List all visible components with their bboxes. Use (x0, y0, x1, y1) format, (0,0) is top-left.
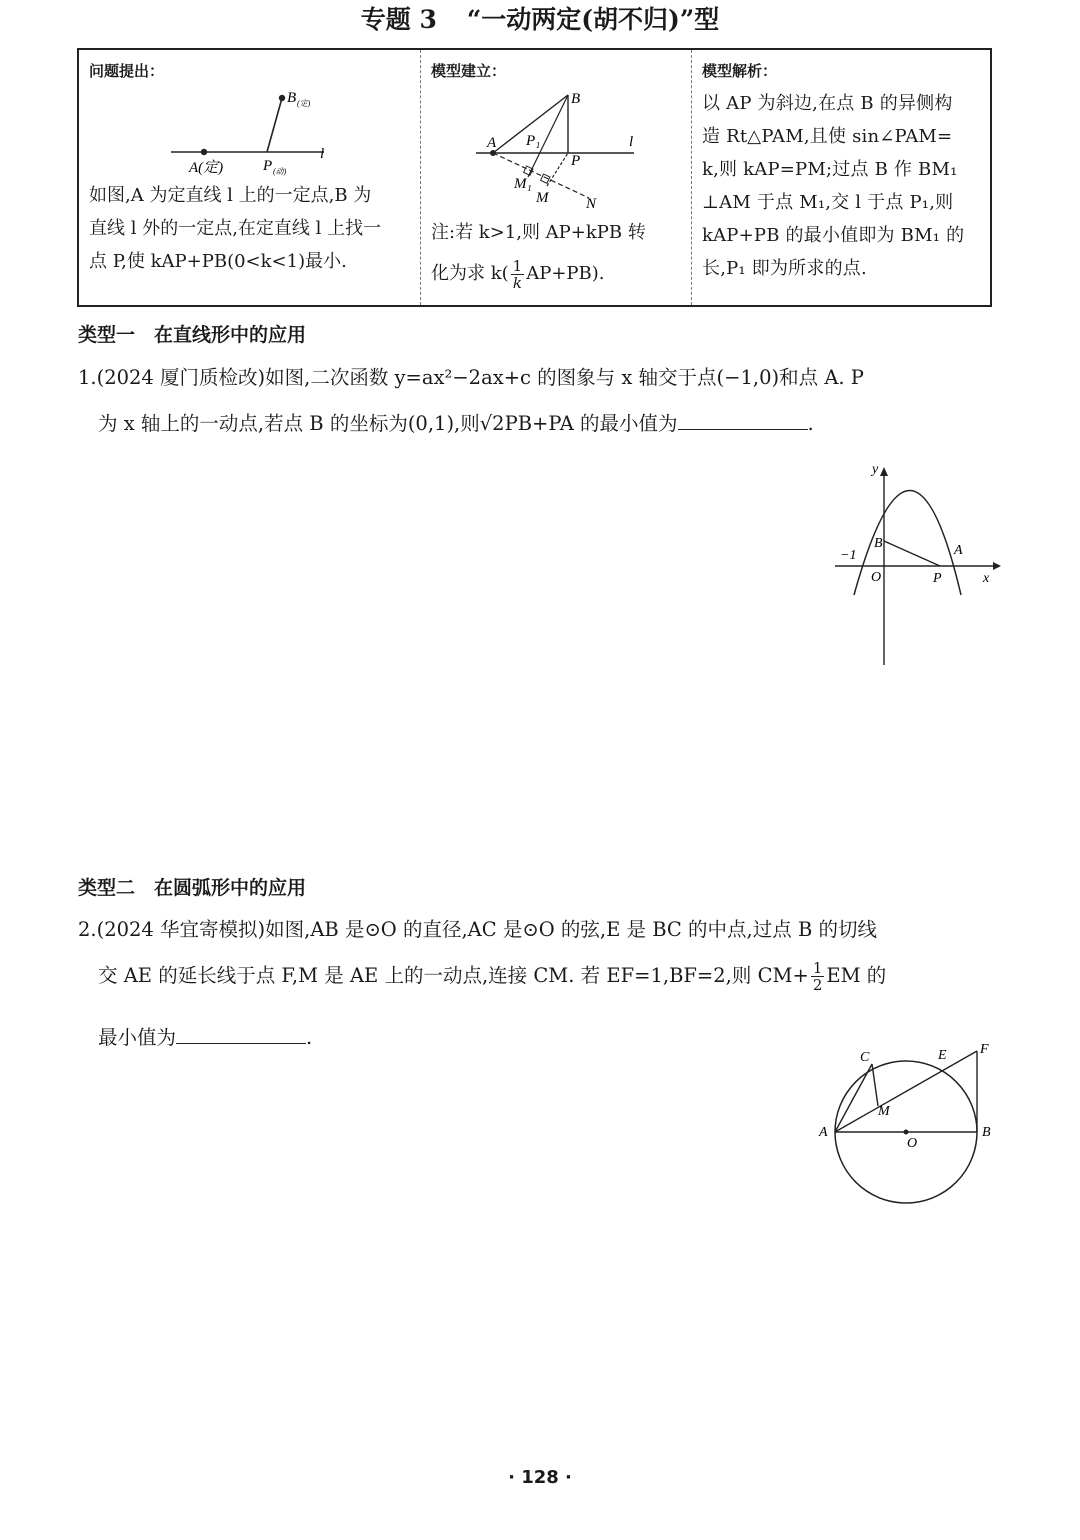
fig3-label-P: P (933, 571, 942, 586)
analysis-line-2: 造 Rt△PAM,且使 sin∠PAM= (702, 126, 953, 147)
fig2-label-B: B (571, 91, 581, 107)
fig4-label-E: E (938, 1048, 947, 1063)
model-figure (421, 50, 691, 220)
fig4-label-C: C (860, 1050, 870, 1065)
p2-line2-post: EM 的 (826, 964, 887, 987)
model-note-line-2 (431, 257, 693, 291)
fig4-label-O: O (907, 1136, 918, 1151)
problem-line-3: 点 P,使 kAP+PB(0<k<1)最小. (89, 251, 347, 272)
problem-2-line-1: 2.(2024 华宜寄模拟)如图,AB 是⊙O 的直径,AC 是⊙O 的弦,E 是 BC 的中点,过点 B 的切线 (78, 918, 877, 941)
fig3-label-neg1: −1 (840, 548, 857, 563)
p2-end: . (306, 1026, 313, 1049)
fig2-label-A: A (487, 135, 497, 151)
fig3-label-y: y (872, 462, 879, 477)
fig3-label-x: x (983, 571, 990, 586)
section-1-heading: 类型一 在直线形中的应用 (78, 324, 307, 346)
note-frac-den: k (512, 273, 522, 292)
p2-frac-den: 2 (812, 976, 823, 994)
fig2-label-N: N (586, 196, 597, 212)
analysis-line-6: 长,P₁ 即为所求的点. (702, 258, 867, 279)
problem-text (89, 179, 419, 278)
note2-pre: 化为求 k( (431, 263, 509, 284)
answer-blank-1[interactable] (678, 411, 808, 430)
page-number: · 128 · (508, 1467, 572, 1488)
parabola-figure (820, 455, 1010, 675)
p2-fraction (811, 960, 825, 993)
fig2-label-l: l (629, 134, 634, 150)
fig4-label-B: B (982, 1125, 991, 1140)
problem-line-2: 直线 l 外的一定点,在定直线 l 上找一 (89, 218, 382, 239)
problem-statement-column (79, 50, 419, 305)
analysis-text (702, 87, 992, 285)
fig3-label-O: O (871, 570, 882, 585)
p2-line2-pre: 交 AE 的延长线于点 F,M 是 AE 上的一动点,连接 CM. 若 EF=1,BF=2,则 CM+ (98, 964, 809, 987)
problem-figure (79, 50, 419, 185)
p1-line2-pre: 为 x 轴上的一动点,若点 B 的坐标为(0,1),则 (98, 412, 480, 435)
problem-heading: 问题提出： (89, 62, 165, 80)
fig1-label-P: P (263, 158, 273, 174)
model-build-heading: 模型建立： (431, 62, 507, 80)
analysis-line-4: ⊥AM 于点 M₁,交 l 于点 P₁,则 (702, 192, 954, 213)
page-title (0, 0, 1080, 36)
model-box (77, 48, 992, 307)
model-analysis-heading: 模型解析： (702, 62, 778, 80)
title-part1: 专题 3 (360, 5, 437, 34)
fig4-label-F: F (980, 1042, 989, 1057)
circle-figure (810, 1035, 1010, 1215)
p1-sqrt: √2 (479, 412, 505, 435)
problem-1-line-2 (98, 408, 998, 436)
model-note (431, 216, 693, 291)
problem-1-line-1: 1.(2024 厦门质检改)如图,二次函数 y=ax²−2ax+c 的图象与 x 轴交于点(−1,0)和点 A. P (78, 366, 864, 389)
problem-2-line-3 (98, 1022, 312, 1050)
p1-line2-post: PB+PA 的最小值为 (504, 412, 678, 435)
fig1-label-B: B (287, 90, 297, 106)
analysis-line-3: k,则 kAP=PM;过点 B 作 BM₁ (702, 159, 958, 180)
fig3-label-A: A (954, 543, 963, 558)
analysis-line-1: 以 AP 为斜边,在点 B 的异侧构 (702, 93, 953, 114)
note-fraction (511, 258, 525, 291)
fig1-label-A: A(定) (189, 160, 224, 176)
fig4-label-A: A (819, 1125, 828, 1140)
note-frac-num: 1 (512, 256, 523, 275)
fig2-label-P1: P₁ (526, 133, 541, 149)
fig2-label-M: M (536, 190, 549, 206)
problem-line-1: 如图,A 为定直线 l 上的一定点,B 为 (89, 185, 372, 206)
section-2-heading: 类型二 在圆弧形中的应用 (78, 877, 307, 899)
note2-post: AP+PB). (526, 263, 605, 284)
p2-line3: 最小值为 (98, 1026, 177, 1049)
analysis-line-5: kAP+PB 的最小值即为 BM₁ 的 (702, 225, 965, 246)
fig4-label-M: M (878, 1104, 890, 1119)
p2-frac-num: 1 (812, 959, 823, 977)
answer-blank-2[interactable] (176, 1025, 306, 1044)
fig1-label-B-sub: (定) (297, 99, 311, 108)
model-build-column (420, 50, 692, 305)
title-part2: “一动两定(胡不归)”型 (466, 5, 720, 34)
model-note-line-1: 注:若 k>1,则 AP+kPB 转 (431, 222, 646, 243)
problem-2-line-2 (98, 960, 998, 993)
fig3-label-B: B (874, 536, 883, 551)
fig2-label-M1: M₁ (514, 176, 532, 192)
fig2-label-P: P (571, 153, 581, 169)
fig1-label-l: l (320, 146, 325, 162)
p1-end: . (807, 412, 814, 435)
model-analysis-column (691, 50, 994, 305)
fig1-label-P-sub: (动) (273, 167, 287, 176)
